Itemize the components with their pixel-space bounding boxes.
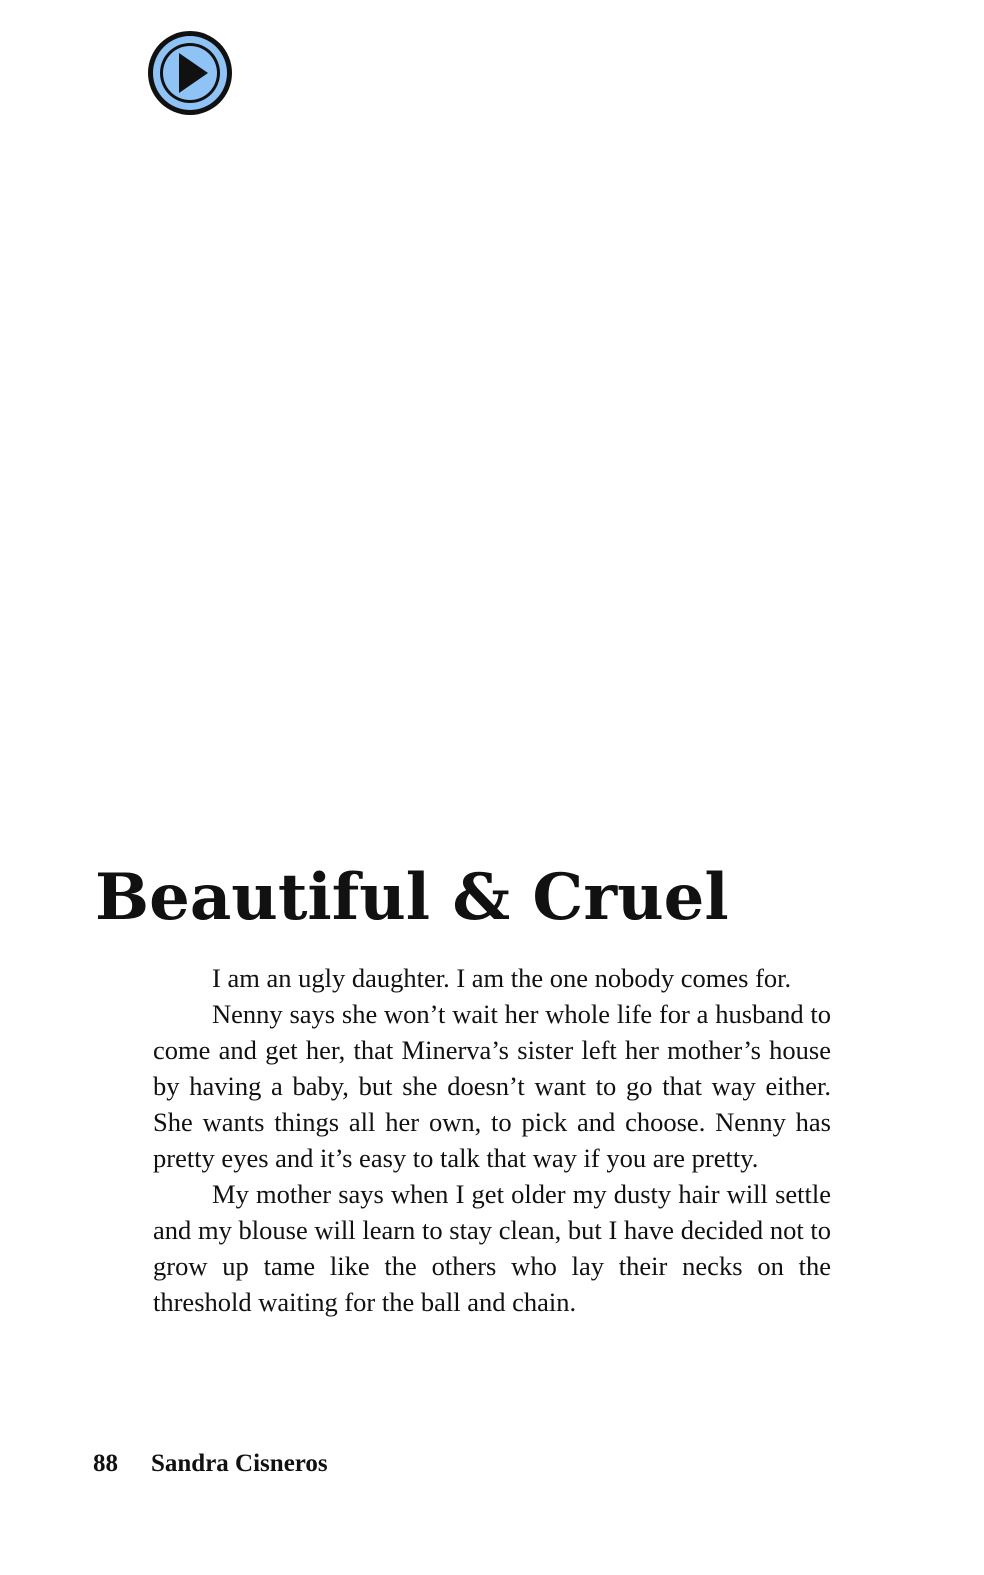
audio-play-button[interactable] — [146, 29, 234, 117]
paragraph: Nenny says she won’t wait her whole life for a husband to come and get her, that Minerva’s sister left her mother’s house by having a baby, but she doesn’t want to go that way either. She wants things all her own, to pick and choose. Nenny has pretty eyes and it’s easy to talk that way if you are pretty. — [153, 999, 831, 1173]
story-body — [153, 960, 831, 1320]
chapter-title: Beautiful & Cruel — [95, 860, 729, 935]
play-icon — [146, 29, 234, 117]
paragraph: I am an ugly daughter. I am the one nobody comes for. — [212, 963, 792, 993]
paragraph: My mother says when I get older my dusty hair will settle and my blouse will learn to stay clean, but I have decided not to grow up tame like the others who lay their necks on the threshold waiting for the ball and chain. — [153, 1179, 831, 1317]
page-number: 88 — [93, 1450, 118, 1477]
running-author: Sandra Cisneros — [151, 1450, 328, 1477]
page-footer — [93, 1448, 328, 1480]
